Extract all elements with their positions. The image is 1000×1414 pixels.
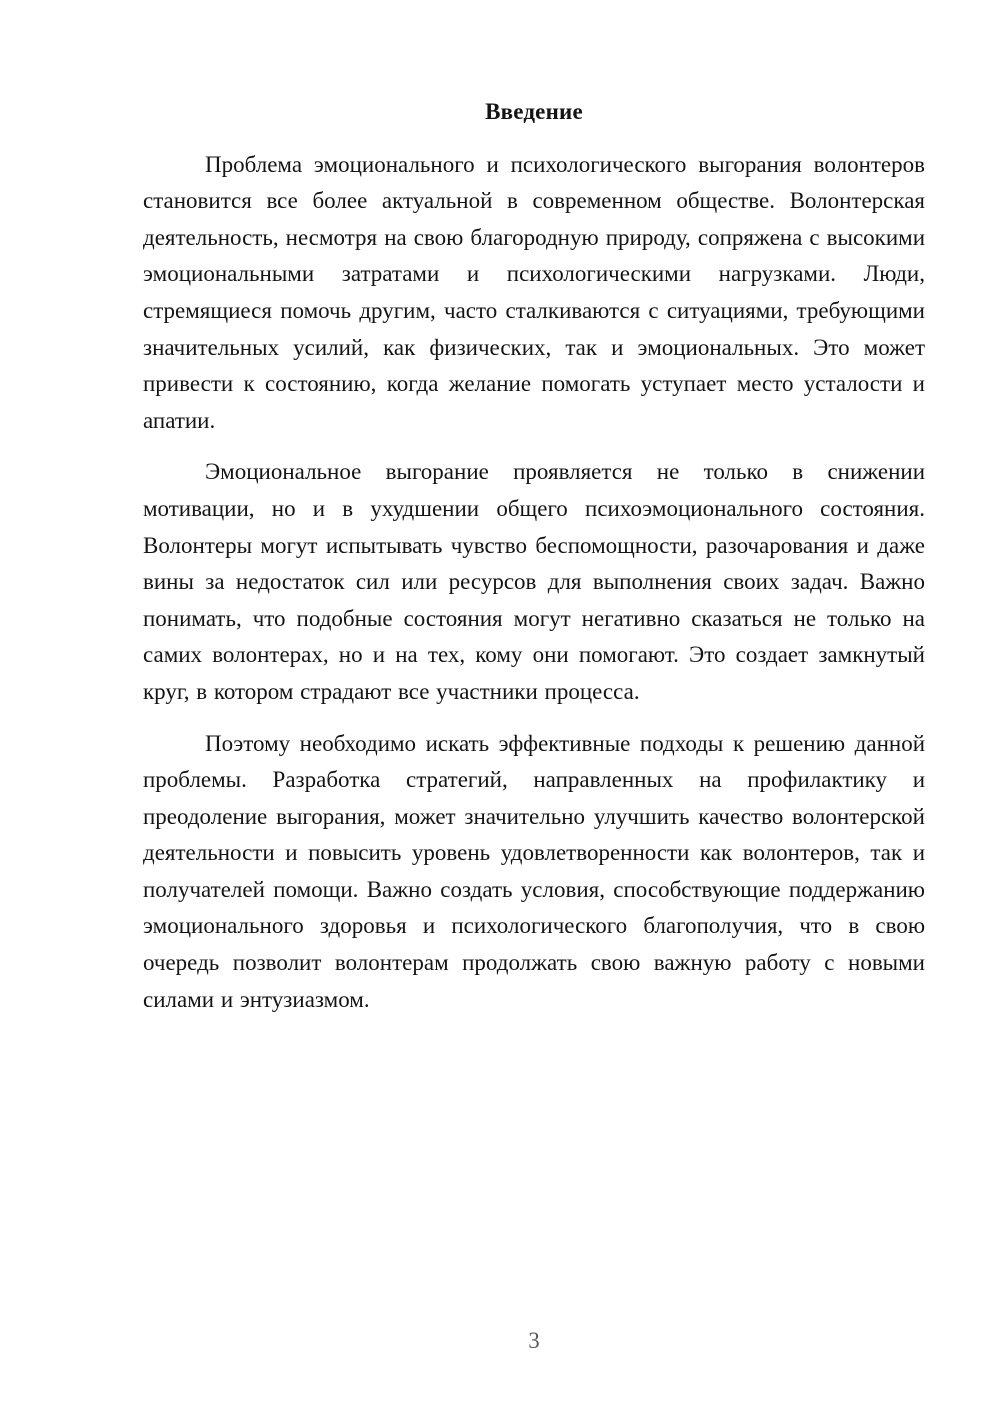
paragraph-2: Эмоциональное выгорание проявляется не только в снижении мотивации, но и в ухудшении общего психоэмоционального состояния. Волонтеры могут испытывать чувство беспомощности, разочарования и даже вины за недостаток сил или ресурсов для выполнения своих задач. Важно понимать, что подобные состояния могут негативно сказаться не только на самих волонтерах, но и на тех, кому они помогают. Это создает замкнутый круг, в котором страдают все участники процесса.	[143, 459, 925, 704]
text-block	[143, 94, 925, 1033]
page-number: 3	[528, 1328, 540, 1353]
paragraph-3: Поэтому необходимо искать эффективные подходы к решению данной проблемы. Разработка стратегий, направленных на профилактику и преодоление выгорания, может значительно улучшить качество волонтерской деятельности и повысить уровень удовлетворенности как волонтеров, так и получателей помощи. Важно создать условия, способствующие поддержанию эмоционального здоровья и психологического благополучия, что в свою очередь позволит волонтерам продолжать свою важную работу с новыми силами и энтузиазмом.	[143, 730, 925, 1012]
page-title: Введение	[485, 99, 583, 124]
paragraph-1: Проблема эмоционального и психологического выгорания волонтеров становится все более актуальной в современном обществе. Волонтерская деятельность, несмотря на свою благородную природу, сопряжена с высокими эмоциональными затратами и психологическими нагрузками. Люди, стремящиеся помочь другим, часто сталкиваются с ситуациями, требующими значительных усилий, как физических, так и эмоциональных. Это может привести к состоянию, когда желание помогать уступает место усталости и апатии.	[143, 151, 925, 433]
